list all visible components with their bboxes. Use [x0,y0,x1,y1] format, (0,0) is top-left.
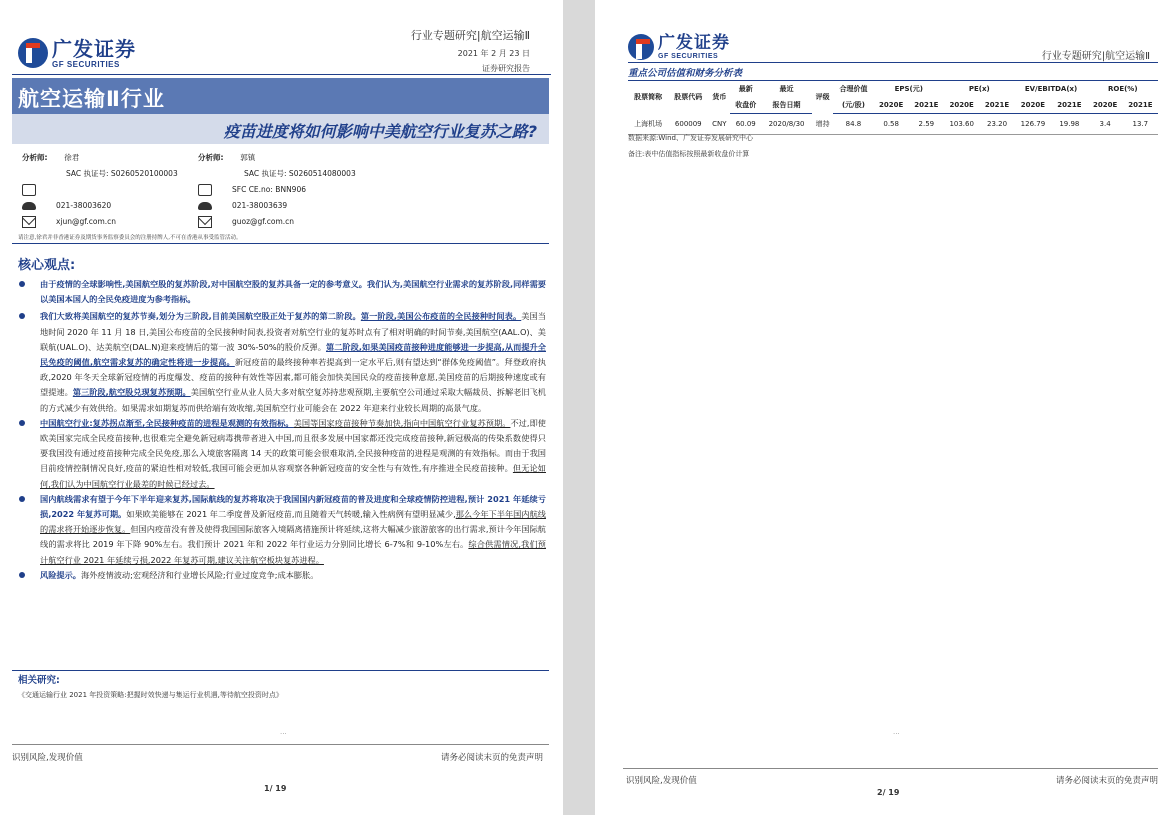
point-bold: 风险提示。 [40,569,81,580]
list-item [18,277,546,307]
point-bold: 中国航空行业:复苏拐点渐至,全民接种疫苗的进程是观测的有效指标。 [40,417,294,428]
header-rule [628,62,1158,63]
breadcrumb: 行业专题研究|航空运输Ⅱ [1041,51,1150,62]
logo-cn: 广发证券 [658,33,730,53]
table-cell: 上海机场 [628,114,668,135]
table-cell: 增持 [812,114,833,135]
page-header [1042,47,1150,62]
table-cell: CNY [708,114,730,135]
point-underline: 第三阶段,航空股兑现复苏预期。 [72,387,191,398]
valuation-table [628,80,1158,135]
hk-disclaimer: 请注意,徐君并非香港证券及期货事务监察委员会的注册持牌人,不可在香港从事受监管活动。 [18,235,242,241]
analyst-sac: SAC 执证号: S0260520100003 [66,169,178,178]
analyst-sfc: SFC CE.no: BNN906 [232,185,306,194]
col-subheader: 2020E [1088,97,1123,114]
page-number: 1/ 19 [264,784,287,793]
table-row [628,114,1158,135]
core-heading: 核心观点: [18,258,76,273]
footer-rule [623,768,1158,769]
col-header: EV/EBITDA(x) [1015,81,1088,98]
breadcrumb: 行业专题研究|航空运输Ⅱ [410,29,530,42]
col-subheader: 2021E [979,97,1014,114]
point-text: 但国内疫苗没有普及使得我国国际旅客入境隔离措施预计将延续,这将大幅减少旅游旅客的出行需求,预计今年国际航线的需求将比 2019 年下降 90%左右。我们预计 2021 年和 2022 年行业运力分别同比增长 6-7%和 9-10%左右。 [40,524,546,550]
col-header: 合理价值 [833,81,873,98]
list-item [18,309,546,415]
report-page-2 [595,0,1172,815]
footer-rule [12,744,549,745]
point-text: 美国当地时间 2020 年 11 月 18 日,美国公布疫苗的全民接种时间表,投资者对航空行业的复苏时点有了相对明确的时间节奏,美国航空(AAL.O)、美联航(UAL.O)、达美航空(DAL.N)迎来疫情后的第一波 30%-50%的股价反弹。 [40,311,546,352]
footer-disclaimer[interactable]: 请务必阅读末页的免责声明 [1055,776,1158,786]
col-subheader: 2020E [874,97,909,114]
point-text: 如果欧美能够在 2021 年二季度普及新冠疫苗,而且随着天气转暖,输入性病例有望明显减少, [126,509,456,520]
point-underline: 第一阶段,美国公布疫苗的全民接种时间表。 [360,311,522,322]
report-date: 2021 年 2 月 23 日 [457,49,530,58]
col-header: 股票代码 [668,81,708,114]
point-bold: 国内航线需求有望于今年下半年迎来复苏,国际航线的复苏将取决于我国国内新冠疫苗的普及进度和全球疫情防控进程,预计 2021 年延续亏损,2022 年复苏可期。 [40,493,546,520]
table-cell: 126.79 [1015,114,1052,135]
gf-logo [18,38,136,69]
id-card-icon [22,184,36,196]
table-cell: 600009 [668,114,708,135]
col-subheader: 2021E [1123,97,1158,114]
section-rule [12,670,549,671]
header-rule [12,74,551,75]
point-bold: 我们大致将美国航空的复苏节奏,划分为三阶段,目前美国航空股正处于复苏的第二阶段。 [40,311,361,322]
analyst-name: 徐君 [64,153,80,162]
gf-logo-icon [628,34,654,60]
analyst-phone: 021-38003620 [56,201,112,210]
col-header: ROE(%) [1088,81,1158,98]
analyst-email[interactable]: guoz@gf.com.cn [232,217,295,226]
table-cell: 19.98 [1051,114,1087,135]
phone-icon [22,202,36,210]
table-title: 重点公司估值和财务分析表 [628,68,743,79]
footer-slogan: 识别风险,发现价值 [12,753,83,763]
phone-icon [198,202,212,210]
list-item [18,416,546,492]
table-cell: 84.8 [833,114,873,135]
analyst-sac: SAC 执证号: S0260514080003 [244,169,356,178]
table-cell: 23.20 [979,114,1014,135]
point-bold: 由于疫情的全球影响性,美国航空股的复苏阶段,对中国航空股的复苏具备一定的参考意义。我们认为,美国航空行业需求的复苏阶段,同样需要以美国本国人的全民免疫进度为参考指标。 [40,279,546,305]
report-type: 证券研究报告 [482,64,530,73]
mail-icon [198,216,212,228]
analyst-card [22,150,192,230]
section-rule [12,243,549,244]
table-cell: 0.58 [874,114,909,135]
point-underline: 综合供需情况,我们预计航空行业 2021 年延续亏损,2022 年复苏可期,建议关注航空板块复苏进程。 [40,539,546,565]
table-cell: 13.7 [1123,114,1158,135]
col-header: 货币 [708,81,730,114]
point-underline: 第二阶段,如果美国疫苗接种进度能够进一步提高,从而提升全民免疫的阈值,航空需求复苏的确定性将进一步提高。 [40,341,546,368]
ellipsis: ... [280,728,287,736]
point-underline: 美国等国家疫苗接种节奏加快,指向中国航空行业复苏预期。 [293,417,511,428]
page-header [411,27,530,76]
report-title: 疫苗进度将如何影响中美航空行业复苏之路? [12,114,549,144]
mail-icon [22,216,36,228]
col-subheader: 2021E [909,97,944,114]
analyst-phone: 021-38003639 [232,201,288,210]
core-points [18,277,546,583]
point-underline: 那么今年下半年国内航线的需求将开始逐步恢复。 [40,509,546,535]
id-card-icon [198,184,212,196]
related-item[interactable]: 《交通运输行业 2021 年投资策略:把握时效快递与集运行业机遇,等待航空投资时点》 [18,691,283,699]
col-header: 评级 [812,81,833,114]
data-source: 数据来源:Wind、广发证券发展研究中心 [628,134,753,142]
point-text: 海外疫情波动;宏观经济和行业增长风险;行业过度竞争;成本膨胀。 [80,569,319,580]
table-note: 备注:表中估值指标按照最新收盘价计算 [628,150,750,158]
logo-en: GF SECURITIES [658,53,719,60]
footer-disclaimer[interactable]: 请务必阅读末页的免责声明 [440,753,543,763]
analyst-label: 分析师: [198,153,224,162]
gf-logo [628,34,730,60]
report-page-1 [0,0,563,815]
page-number: 2/ 19 [877,788,900,797]
table-cell: 2.59 [909,114,944,135]
industry-title: 航空运输Ⅱ行业 [12,78,549,114]
col-subheader: 报告日期 [761,97,812,114]
analyst-email[interactable]: xjun@gf.com.cn [56,217,117,226]
analyst-label: 分析师: [22,153,48,162]
logo-cn: 广发证券 [52,37,136,61]
table-cell: 2020/8/30 [761,114,812,135]
logo-en: GF SECURITIES [52,60,120,69]
gf-logo-icon [18,38,48,68]
list-item [18,568,546,583]
col-header: 股票简称 [628,81,668,114]
col-subheader: 2020E [944,97,980,114]
analyst-card [198,150,398,230]
col-subheader: 2021E [1051,97,1087,114]
point-text: 美国航空行业从业人员大多对航空复苏持悲观预期,主要航空公司通过采取大幅裁员、拆解老旧飞机的方式减少有效供给。如果需求如期复苏而供给端有效收缩,美国航空行业可能会在 2022 年迎来行业较长周期的高景气度。 [40,387,546,413]
col-subheader: (元/股) [833,97,873,114]
table-cell: 60.09 [730,114,761,135]
point-text: 新冠疫苗的最终接种率若提高到一定水平后,则有望达到“群体免疫阈值”。拜登政府执政,2020 年冬天全球新冠疫情的再度爆发、疫苗的接种有效性等因素,都可能会加快美国民众的疫苗接种意愿,美国疫苗的后期接种速度或有望提速。 [40,357,546,398]
related-heading: 相关研究: [18,675,60,686]
analyst-name: 郭镇 [240,153,256,162]
col-subheader: 收盘价 [730,97,761,114]
col-subheader: 2020E [1015,97,1052,114]
col-header: 最新 [730,81,761,98]
point-text: 不过,即使欧美国家完成全民疫苗接种,也很难完全避免新冠病毒携带者进入中国,而且很多发展中国家都还没完成疫苗接种,新冠极高的传染系数使得只要我国没有通过疫苗接种完成全民免疫,那么入境旅客隔离 14 天的政策可能会很难取消,全民接种疫苗的进程是观测的有效指标。而由于我国目前疫情控制情况良好,疫苗的紧迫性相对较低,我国可能会更加从容观察各种新冠疫苗的安全性与有效性,有序推进全民疫苗接种。 [40,417,546,474]
point-underline: 但无论如何,我们认为中国航空行业最差的时候已经过去。 [40,463,546,489]
col-header: EPS(元) [874,81,944,98]
table-header-row [628,81,1158,98]
col-header: PE(x) [944,81,1015,98]
col-header: 最近 [761,81,812,98]
footer-slogan: 识别风险,发现价值 [626,776,697,786]
table-cell: 3.4 [1088,114,1123,135]
ellipsis: ... [893,728,900,736]
list-item [18,492,546,568]
table-cell: 103.60 [944,114,980,135]
